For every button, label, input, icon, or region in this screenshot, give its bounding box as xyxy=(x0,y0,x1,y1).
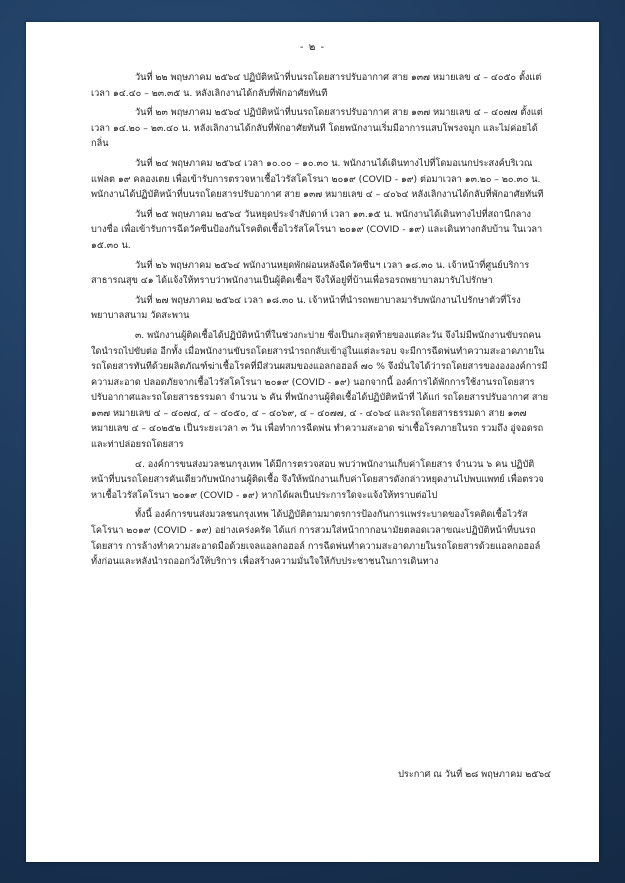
paragraph-item-4: ๔. องค์การขนส่งมวลชนกรุงเทพ ได้มีการตรวจสอบ พบว่าพนักงานเก็บค่าโดยสาร จำนวน ๖ คน ปฏิบัติหน้าที่บนรถโดยสารคันเดียวกับพนักงานผู้ติดเชื้อ จึงให้พนักงานเก็บค่าโดยสารดังกล่าวหยุดงานไปพบแพทย์ เพื่อตรวจหาเชื้อไวรัสโคโรนา ๒๐๑๙ (COVID - ๑๙) หากได้ผลเป็นประการใดจะแจ้งให้ทราบต่อไป xyxy=(91,458,544,501)
paragraph-may-25: วันที่ ๒๕ พฤษภาคม ๒๕๖๔ วันหยุดประจำสัปดาห์ เวลา ๑๓.๑๕ น. พนักงานได้เดินทางไปที่สถานีกลางบางซื่อ เพื่อเข้ารับการฉีดวัคซีนป้องกันโรคติดเชื้อไวรัสโคโรนา ๒๐๑๙ (COVID - ๑๙) และเดินทางกลับบ้าน ในเวลา ๑๕.๓๐ น. xyxy=(91,208,543,251)
paragraph-may-27: วันที่ ๒๗ พฤษภาคม ๒๕๖๔ เวลา ๑๘.๓๐ น. เจ้าหน้าที่นำรถพยาบาลมารับพนักงานไปรักษาตัวที่โรงพยาบาลสนาม วัดสะพาน xyxy=(91,294,521,322)
paragraph-may-26: วันที่ ๒๖ พฤษภาคม ๒๕๖๔ พนักงานหยุดพักผ่อนหลังฉีดวัคซีนฯ เวลา ๑๘.๓๐ น. เจ้าหน้าที่ศูนย์บริการสาธารณสุข ๔๑ ได้แจ้งให้ทราบว่าพนักงานเป็นผู้ติดเชื้อฯ จึงให้อยู่ที่บ้านเพื่อรอรถพยาบาลมารับไปรักษา xyxy=(91,259,530,287)
document-body xyxy=(91,70,549,574)
paragraph-may-22: วันที่ ๒๒ พฤษภาคม ๒๕๖๔ ปฏิบัติหน้าที่บนรถโดยสารปรับอากาศ สาย ๑๓๗ หมายเลข ๔ – ๔๐๕๐ ตั้งแต่เวลา ๑๔.๔๐ – ๒๓.๓๕ น. หลังเลิกงานได้กลับที่พักอาศัยทันที xyxy=(91,72,542,99)
page-number: - ๒ - xyxy=(299,42,326,53)
paragraph-may-23: วันที่ ๒๓ พฤษภาคม ๒๕๖๔ ปฏิบัติหน้าที่บนรถโดยสารปรับอากาศ สาย ๑๓๗ หมายเลข ๔ – ๔๐๗๗ ตั้งแต่เวลา ๑๔.๒๐ – ๒๓.๔๐ น. หลังเลิกงานได้กลับที่พักอาศัยทันที โดยพนักงานเริ่มมีอาการแสบโพรงจมูก และไม่ค่อยได้กลิ่น xyxy=(91,107,543,150)
paragraph-closing: ทั้งนี้ องค์การขนส่งมวลชนกรุงเทพ ได้ปฏิบัติตามมาตรการป้องกันการแพร่ระบาดของโรคติดเชื้อไวรัสโคโรนา ๒๐๑๙ (COVID - ๑๙) อย่างเคร่งครัด ได้แก่ การสวมใส่หน้ากากอนามัยตลอดเวลาขณะปฏิบัติหน้าที่บนรถโดยสาร การล้างทำความสะอาดมือด้วยเจลแอลกอฮอล์ การฉีดพ่นทำความสะอาดภายในรถโดยสารด้วยแอลกอฮอล์ ทั้งก่อนและหลังนำรถออกวิ่งให้บริการ เพื่อสร้างความมั่นใจให้กับประชาชนในการเดินทาง xyxy=(91,509,541,568)
announcement-date: ประกาศ ณ วันที่ ๒๘ พฤษภาคม ๒๕๖๔ xyxy=(398,769,551,780)
paragraph-item-3: ๓. พนักงานผู้ติดเชื้อได้ปฏิบัติหน้าที่ในช่วงกะบ่าย ซึ่งเป็นกะสุดท้ายของแต่ละวัน จึงไม่มีพนักงานขับรถคนใดนำรถไปขับต่อ อีกทั้ง เมื่อพนักงานขับรถโดยสารนำรถกลับเข้าอู่ในแต่ละรอบ จะมีการฉีดพ่นทำความสะอาดภายในรถโดยสารทันทีด้วยผลิตภัณฑ์ฆ่าเชื้อโรคที่มีส่วนผสมของแอลกอฮอล์ ๗๐ % จึงมั่นใจได้ว่ารถโดยสารของององค์การมีความสะอาด ปลอดภัยจากเชื้อไวรัสโคโรนา ๒๐๑๙ (COVID - ๑๙) นอกจากนี้ องค์การได้พักการใช้งานรถโดยสารปรับอากาศและรถโดยสารธรรมดา จำนวน ๖ คัน ที่พนักงานผู้ติดเชื้อได้ปฏิบัติหน้าที่ ได้แก่ รถโดยสารปรับอากาศ สาย ๑๓๗ หมายเลข ๔ – ๔๐๗๔, ๔ – ๔๐๕๐, ๔ – ๔๐๖๙, ๔ – ๔๐๗๗, ๔ - ๔๐๖๔ และรถโดยสารธรรมดา สาย ๑๓๗ หมายเลข ๔ – ๔๐๒๕๒ เป็นระยะเวลา ๓ วัน เพื่อทำการฉีดพ่น ทำความสะอาด ฆ่าเชื้อโรคภายในรถ รวมถึง อู่จอดรถและท่าปล่อยรถโดยสาร xyxy=(91,329,548,451)
paragraph-may-24: วันที่ ๒๔ พฤษภาคม ๒๕๖๔ เวลา ๑๐.๐๐ – ๑๐.๓๐ น. พนักงานได้เดินทางไปที่โดมอเนกประสงค์บริเวณแฟลต ๑๙ คลองเตย เพื่อเข้ารับการตรวจหาเชื้อไวรัสโคโรนา ๒๐๑๙ (COVID - ๑๙) ต่อมาเวลา ๑๓.๒๐ – ๒๐.๓๐ น. พนักงานได้ปฏิบัติหน้าที่บนรถโดยสารปรับอากาศ สาย ๑๓๗ หมายเลข ๔ – ๔๐๖๔ หลังเลิกงานได้กลับที่พักอาศัยทันที xyxy=(91,157,544,201)
document-page xyxy=(26,22,599,862)
